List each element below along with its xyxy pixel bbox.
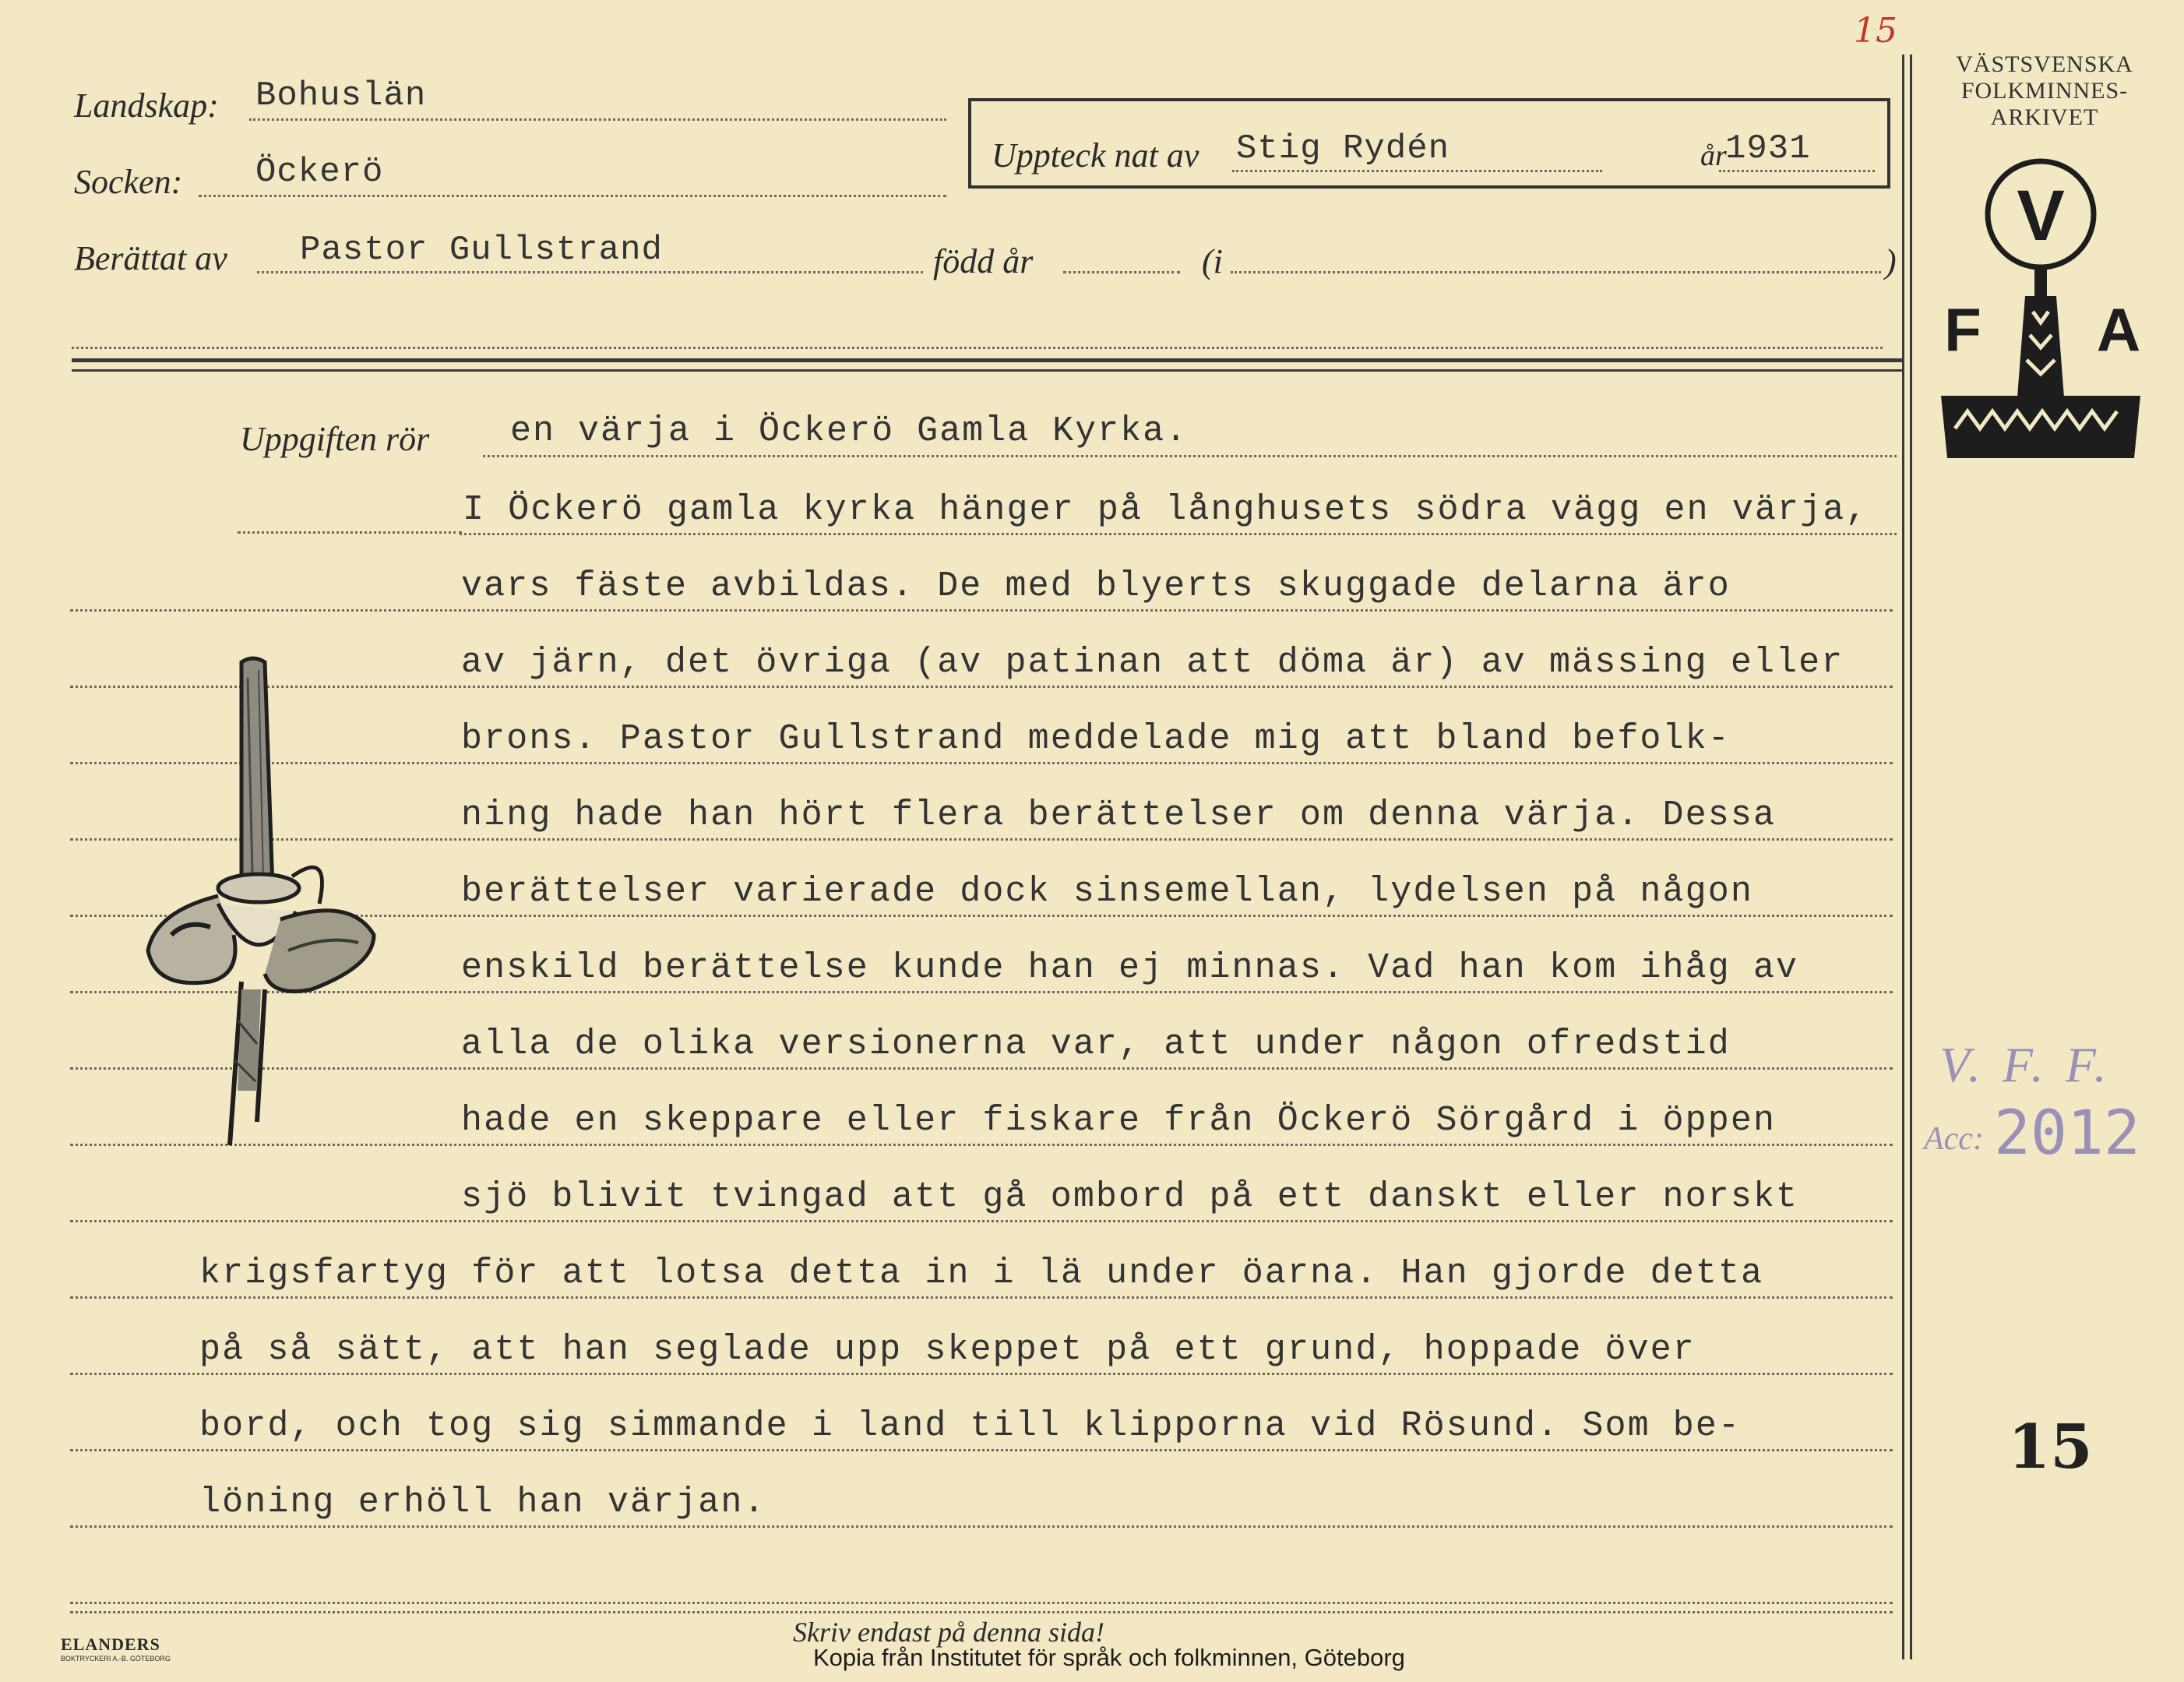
body-line-text: enskild berättelse kunde han ej minnas. Vad han kom ihåg av [461, 948, 1799, 988]
body-line-text: berättelser varierade dock sinsemellan, lydelsen på någon [461, 872, 1753, 912]
narrated-value: Pastor Gullstrand [300, 231, 663, 270]
accession-stamp [1924, 1036, 2173, 1192]
archive-name-line1: VÄSTSVENSKA [1956, 51, 2133, 77]
socken-label: Socken: [74, 163, 183, 201]
printer-mark [61, 1634, 171, 1663]
body-line [70, 1449, 1893, 1528]
header-rule-top [72, 358, 1902, 362]
archive-logo [1924, 156, 2158, 467]
stamp-line1: V. F. F. [1939, 1037, 2112, 1092]
archive-name-line2: FOLKMINNES- [1960, 78, 2129, 104]
body-line-text: brons. Pastor Gullstrand meddelade mig att bland befolk- [461, 719, 1731, 759]
blank-line [70, 1588, 1893, 1613]
body-line-text: bord, och tog sig simmande i land till klipporna vid Rösund. Som be- [199, 1406, 1742, 1446]
stamp-acc-number: 2012 [1994, 1098, 2140, 1169]
narrated-line [257, 271, 923, 273]
logo-letter-a: A [2096, 295, 2141, 364]
body-line-text: vars fäste avbildas. De med blyerts skuggade delarna äro [461, 566, 1731, 606]
landskap-value: Bohuslän [255, 76, 427, 115]
margin-rule-1 [1902, 55, 1904, 1659]
body-line-text: av järn, det övriga (av patinan att döma är) av mässing eller [461, 643, 1844, 682]
subject-label: Uppgiften rör [240, 420, 430, 458]
footer-copy-note: Kopia från Institutet för språk och folkminnen, Göteborg [813, 1644, 1405, 1671]
year-line [1719, 170, 1875, 172]
landskap-line [249, 118, 946, 121]
handwritten-page-number: 15 [1854, 11, 1897, 51]
header-rule-bottom [72, 369, 1902, 372]
thor-hammer-emblem-icon [1924, 156, 2158, 467]
sword-hilt-drawing [125, 654, 405, 1153]
body-line-text: på så sätt, att han seglade upp skeppet på ett grund, hoppade över [199, 1330, 1696, 1370]
printer-name: ELANDERS [61, 1634, 160, 1654]
born-place-line [1231, 271, 1881, 273]
body-line-text: ning hade han hört flera berättelser om denna värja. Dessa [461, 795, 1777, 835]
sword-hilt-illustration [125, 654, 405, 1153]
header-blank-line [72, 347, 1883, 349]
stamp-acc-label: Acc: [1924, 1121, 1984, 1157]
subject-value: en värja i Öckerö Gamla Kyrka. [510, 411, 1189, 451]
born-line [1063, 271, 1180, 273]
born-paren-open: (i [1202, 242, 1223, 280]
body-line-text: hade en skeppare eller fiskare från Öckerö Sörgård i öppen [461, 1101, 1777, 1141]
body-line [70, 1296, 1893, 1375]
archive-name-line3: ARKIVET [1990, 104, 2099, 130]
born-paren-close: ) [1885, 242, 1897, 280]
body-line [70, 1144, 1893, 1222]
body-line-text: alla de olika versionerna var, att under någon ofredstid [461, 1024, 1731, 1064]
recorded-value: Stig Rydén [1236, 129, 1450, 168]
body-line-text: krigsfartyg för att lotsa detta in i lä under öarna. Han gjorde detta [199, 1254, 1764, 1293]
year-label: år [1700, 139, 1727, 172]
body-line [70, 533, 1893, 612]
margin-rule-2 [1910, 55, 1912, 1659]
socken-line [199, 195, 946, 197]
year-value: 1931 [1725, 129, 1811, 168]
record-number: 15 [2008, 1412, 2093, 1483]
footer-instruction: Skriv endast på denna sida! [793, 1617, 1104, 1648]
body-line [70, 1220, 1893, 1299]
narrated-label: Berättat av [74, 239, 227, 277]
logo-letter-f: F [1944, 295, 1981, 364]
printer-sub: BOKTRYCKERI A.-B. GÖTEBORG [61, 1655, 171, 1663]
body-line [460, 457, 1897, 535]
born-label: född år [933, 242, 1034, 280]
recorder-box [968, 98, 1890, 189]
body-line-text: sjö blivit tvingad att gå ombord på ett danskt eller norskt [461, 1177, 1799, 1217]
recorded-label: Uppteck nat av [992, 136, 1199, 175]
archive-name [1924, 51, 2165, 131]
body-line-text: löning erhöll han värjan. [199, 1483, 766, 1522]
socken-value: Öckerö [255, 153, 384, 192]
body-line [70, 1373, 1893, 1451]
logo-letter-v: V [2017, 176, 2065, 256]
recorded-line [1232, 170, 1602, 172]
body-line-text: I Öckerö gamla kyrka hänger på långhusets södra vägg en värja, [463, 490, 1869, 530]
landskap-label: Landskap: [74, 86, 219, 125]
